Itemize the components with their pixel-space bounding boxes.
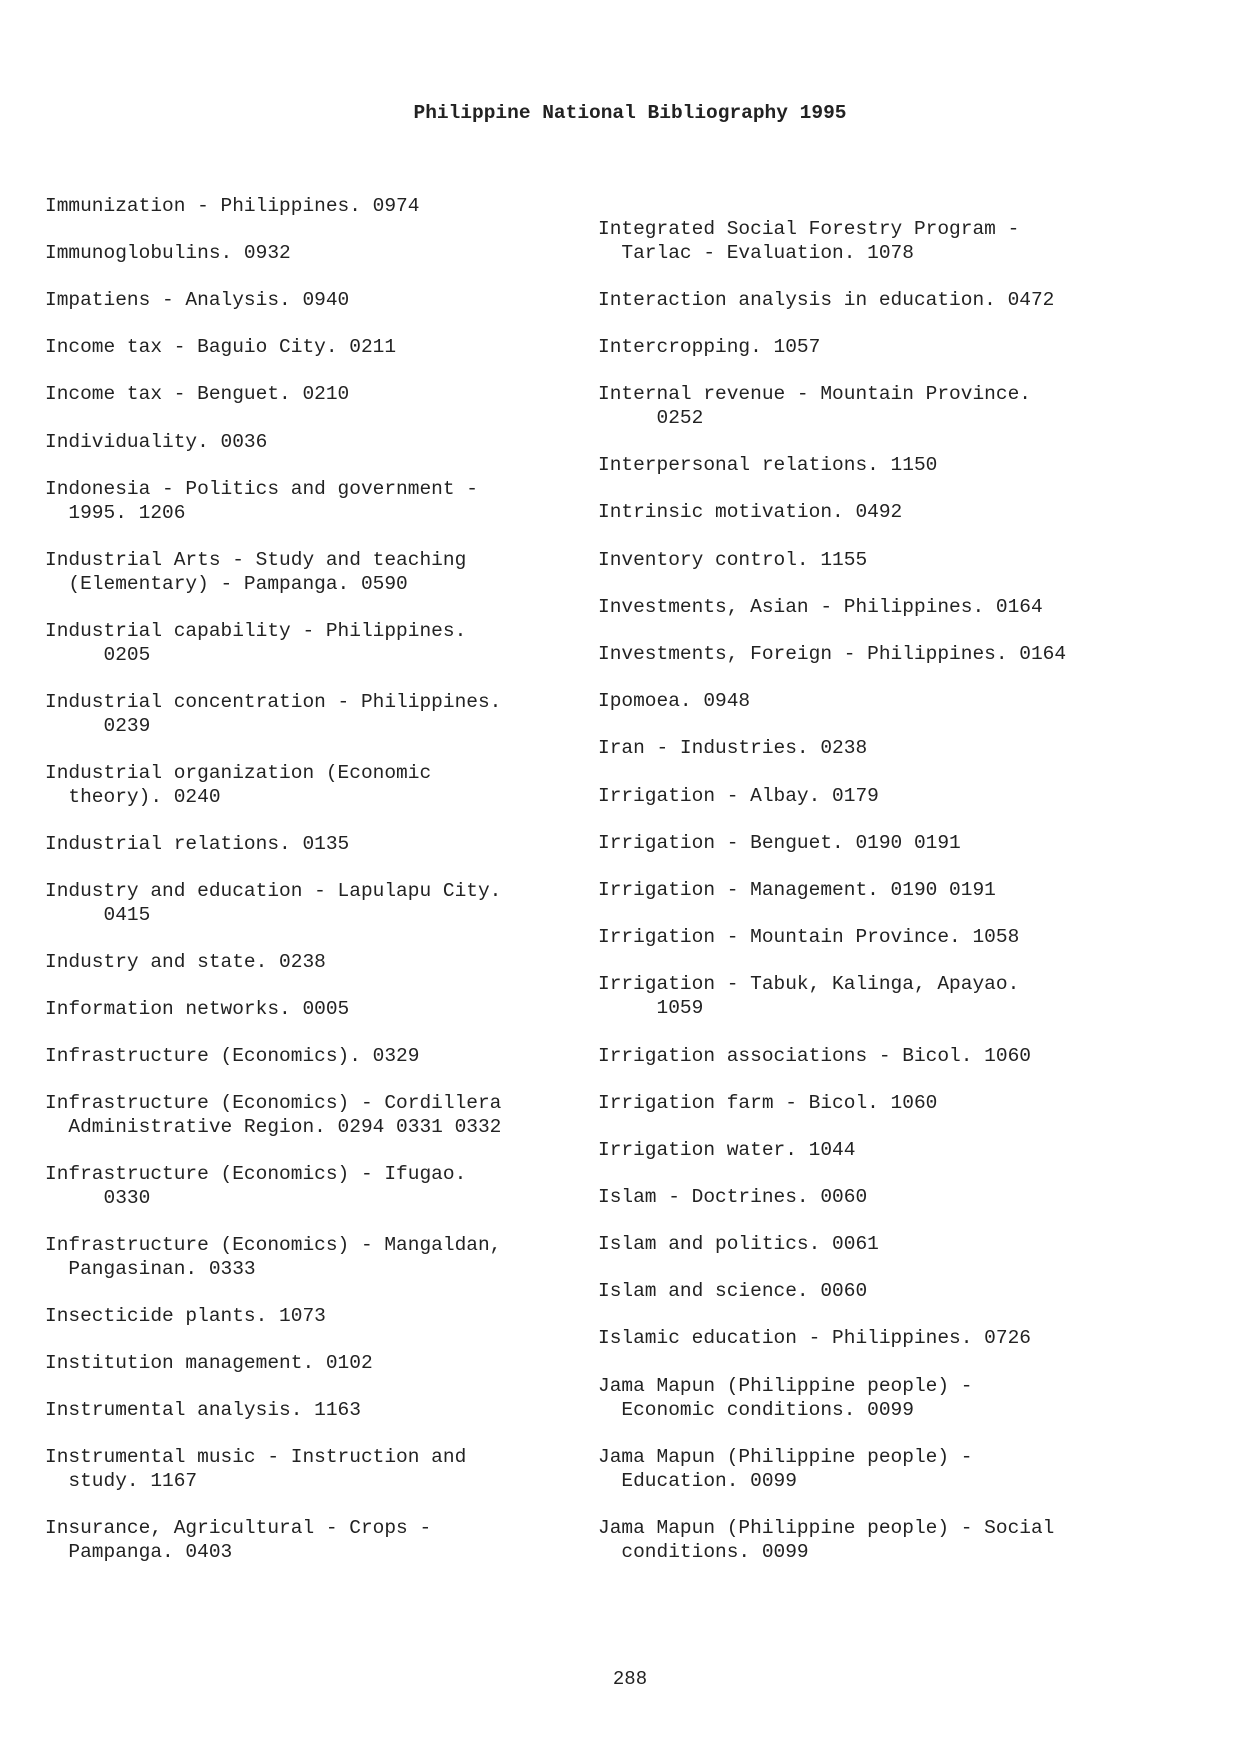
index-entry-line: Integrated Social Forestry Program -: [598, 218, 1020, 240]
index-entry: [45, 431, 267, 455]
index-entry-line: Jama Mapun (Philippine people) -: [598, 1446, 973, 1468]
index-entry: [598, 785, 879, 809]
index-entry: [598, 973, 1019, 1020]
index-entry-line: Industrial capability - Philippines.: [45, 620, 467, 642]
index-entry: [45, 478, 478, 525]
index-entry-line: Pampanga. 0403: [45, 1540, 233, 1563]
index-entry-line: Irrigation farm - Bicol. 1060: [598, 1092, 938, 1114]
index-entry: [45, 336, 396, 360]
index-entry: [45, 1352, 373, 1376]
index-entry: [598, 549, 867, 573]
index-entry-line: Infrastructure (Economics) - Cordillera: [45, 1092, 502, 1114]
index-entry: [598, 1375, 972, 1422]
index-entry-line: 1059: [598, 996, 704, 1019]
index-entry-line: Instrumental music - Instruction and: [45, 1446, 467, 1468]
index-entry-line: Administrative Region. 0294 0331 0332: [45, 1115, 502, 1138]
index-entry-line: Insurance, Agricultural - Crops -: [45, 1517, 432, 1539]
index-entry-line: Ipomoea. 0948: [598, 690, 751, 712]
index-entry-line: Impatiens - Analysis. 0940: [45, 289, 350, 311]
index-entry-line: Economic conditions. 0099: [598, 1398, 914, 1421]
index-entry: [598, 1517, 1054, 1564]
index-entry: [598, 336, 820, 360]
index-entry-line: Indonesia - Politics and government -: [45, 478, 478, 500]
page-title: Philippine National Bibliography 1995: [413, 102, 847, 124]
index-entry: [45, 762, 431, 809]
index-entry-line: Infrastructure (Economics). 0329: [45, 1045, 420, 1067]
index-entry: [598, 454, 937, 478]
index-entry-line: Internal revenue - Mountain Province.: [598, 383, 1031, 405]
index-entry-line: theory). 0240: [45, 785, 221, 808]
index-entry-line: (Elementary) - Pampanga. 0590: [45, 572, 408, 595]
index-entry-line: Education. 0099: [598, 1469, 797, 1492]
index-entry-line: Interaction analysis in education. 0472: [598, 289, 1055, 311]
index-entry-line: Islamic education - Philippines. 0726: [598, 1327, 1031, 1349]
index-entry: [598, 1092, 937, 1116]
index-entry-line: Investments, Asian - Philippines. 0164: [598, 596, 1043, 618]
index-entry: [598, 1280, 867, 1304]
index-entry-line: Industrial concentration - Philippines.: [45, 691, 502, 713]
index-entry-line: Irrigation - Tabuk, Kalinga, Apayao.: [598, 973, 1020, 995]
index-entry-line: Inventory control. 1155: [598, 549, 868, 571]
index-entry-line: Iran - Industries. 0238: [598, 737, 868, 759]
index-entry: [598, 596, 1043, 620]
index-entry-line: Insecticide plants. 1073: [45, 1305, 326, 1327]
index-entry: [45, 1092, 501, 1139]
index-entry-line: Irrigation - Benguet. 0190 0191: [598, 832, 961, 854]
index-entry: [45, 195, 419, 219]
index-entry: [45, 1446, 466, 1493]
index-entry: [598, 690, 750, 714]
page-number: 288: [612, 1668, 648, 1690]
index-entry-line: Income tax - Baguio City. 0211: [45, 336, 397, 358]
index-entry-line: 0330: [45, 1186, 151, 1209]
index-entry-line: Intrinsic motivation. 0492: [598, 501, 903, 523]
index-entry: [45, 1399, 361, 1423]
index-entry-line: Irrigation - Albay. 0179: [598, 785, 879, 807]
index-entry: [45, 880, 501, 927]
index-entry-line: conditions. 0099: [598, 1540, 809, 1563]
index-entry: [45, 549, 466, 596]
index-entry-line: 0252: [598, 406, 704, 429]
index-entry-line: Industrial Arts - Study and teaching: [45, 549, 467, 571]
index-entry-line: Institution management. 0102: [45, 1352, 373, 1374]
index-entry-line: Industrial relations. 0135: [45, 833, 350, 855]
index-entry-line: 1995. 1206: [45, 501, 186, 524]
index-entry-line: 0205: [45, 643, 151, 666]
index-entry-line: Industrial organization (Economic: [45, 762, 432, 784]
index-entry: [598, 737, 867, 761]
index-entry: [598, 1327, 1031, 1351]
index-entry-line: 0415: [45, 903, 151, 926]
index-entry-line: Islam - Doctrines. 0060: [598, 1186, 868, 1208]
index-entry-line: Immunoglobulins. 0932: [45, 242, 291, 264]
index-entry-line: Irrigation associations - Bicol. 1060: [598, 1045, 1031, 1067]
index-entry-line: Industry and state. 0238: [45, 951, 326, 973]
index-entry: [45, 1045, 419, 1069]
index-entry-line: Jama Mapun (Philippine people) - Social: [598, 1517, 1055, 1539]
index-entry: [598, 1446, 972, 1493]
index-entry: [598, 1186, 867, 1210]
index-entry-line: Jama Mapun (Philippine people) -: [598, 1375, 973, 1397]
index-entry-line: Irrigation - Management. 0190 0191: [598, 879, 996, 901]
index-entry: [598, 1045, 1031, 1069]
index-entry-line: Intercropping. 1057: [598, 336, 821, 358]
index-entry: [45, 998, 349, 1022]
index-entry: [598, 1233, 879, 1257]
index-entry: [598, 383, 1031, 430]
index-entry: [598, 879, 996, 903]
index-entry: [45, 383, 349, 407]
index-entry-line: Immunization - Philippines. 0974: [45, 195, 420, 217]
index-entry-line: 0239: [45, 714, 151, 737]
index-entry-line: study. 1167: [45, 1469, 198, 1492]
index-entry-line: Infrastructure (Economics) - Ifugao.: [45, 1163, 467, 1185]
index-entry-line: Islam and science. 0060: [598, 1280, 868, 1302]
index-entry-line: Islam and politics. 0061: [598, 1233, 879, 1255]
index-entry: [45, 1234, 501, 1281]
index-entry-line: Infrastructure (Economics) - Mangaldan,: [45, 1234, 502, 1256]
index-entry: [45, 289, 349, 313]
index-entry-line: Irrigation water. 1044: [598, 1139, 856, 1161]
index-entry-line: Instrumental analysis. 1163: [45, 1399, 361, 1421]
index-entry-line: Individuality. 0036: [45, 431, 268, 453]
index-entry: [45, 833, 349, 857]
index-entry-line: Investments, Foreign - Philippines. 0164: [598, 643, 1067, 665]
index-entry: [598, 643, 1066, 667]
index-entry: [598, 218, 1019, 265]
index-entry-line: Information networks. 0005: [45, 998, 350, 1020]
index-entry: [45, 691, 501, 738]
index-entry-line: Income tax - Benguet. 0210: [45, 383, 350, 405]
index-entry-line: Interpersonal relations. 1150: [598, 454, 938, 476]
index-entry: [45, 1163, 466, 1210]
index-entry: [598, 501, 902, 525]
index-entry: [598, 289, 1054, 313]
index-entry-line: Tarlac - Evaluation. 1078: [598, 241, 914, 264]
index-entry: [45, 1517, 431, 1564]
index-entry-line: Industry and education - Lapulapu City.: [45, 880, 502, 902]
index-entry: [45, 1305, 326, 1329]
index-entry-line: Pangasinan. 0333: [45, 1257, 256, 1280]
index-entry: [45, 242, 291, 266]
index-entry: [598, 832, 961, 856]
index-entry: [598, 926, 1019, 950]
index-entry-line: Irrigation - Mountain Province. 1058: [598, 926, 1020, 948]
index-entry: [45, 951, 326, 975]
index-entry: [45, 620, 466, 667]
index-entry: [598, 1139, 855, 1163]
